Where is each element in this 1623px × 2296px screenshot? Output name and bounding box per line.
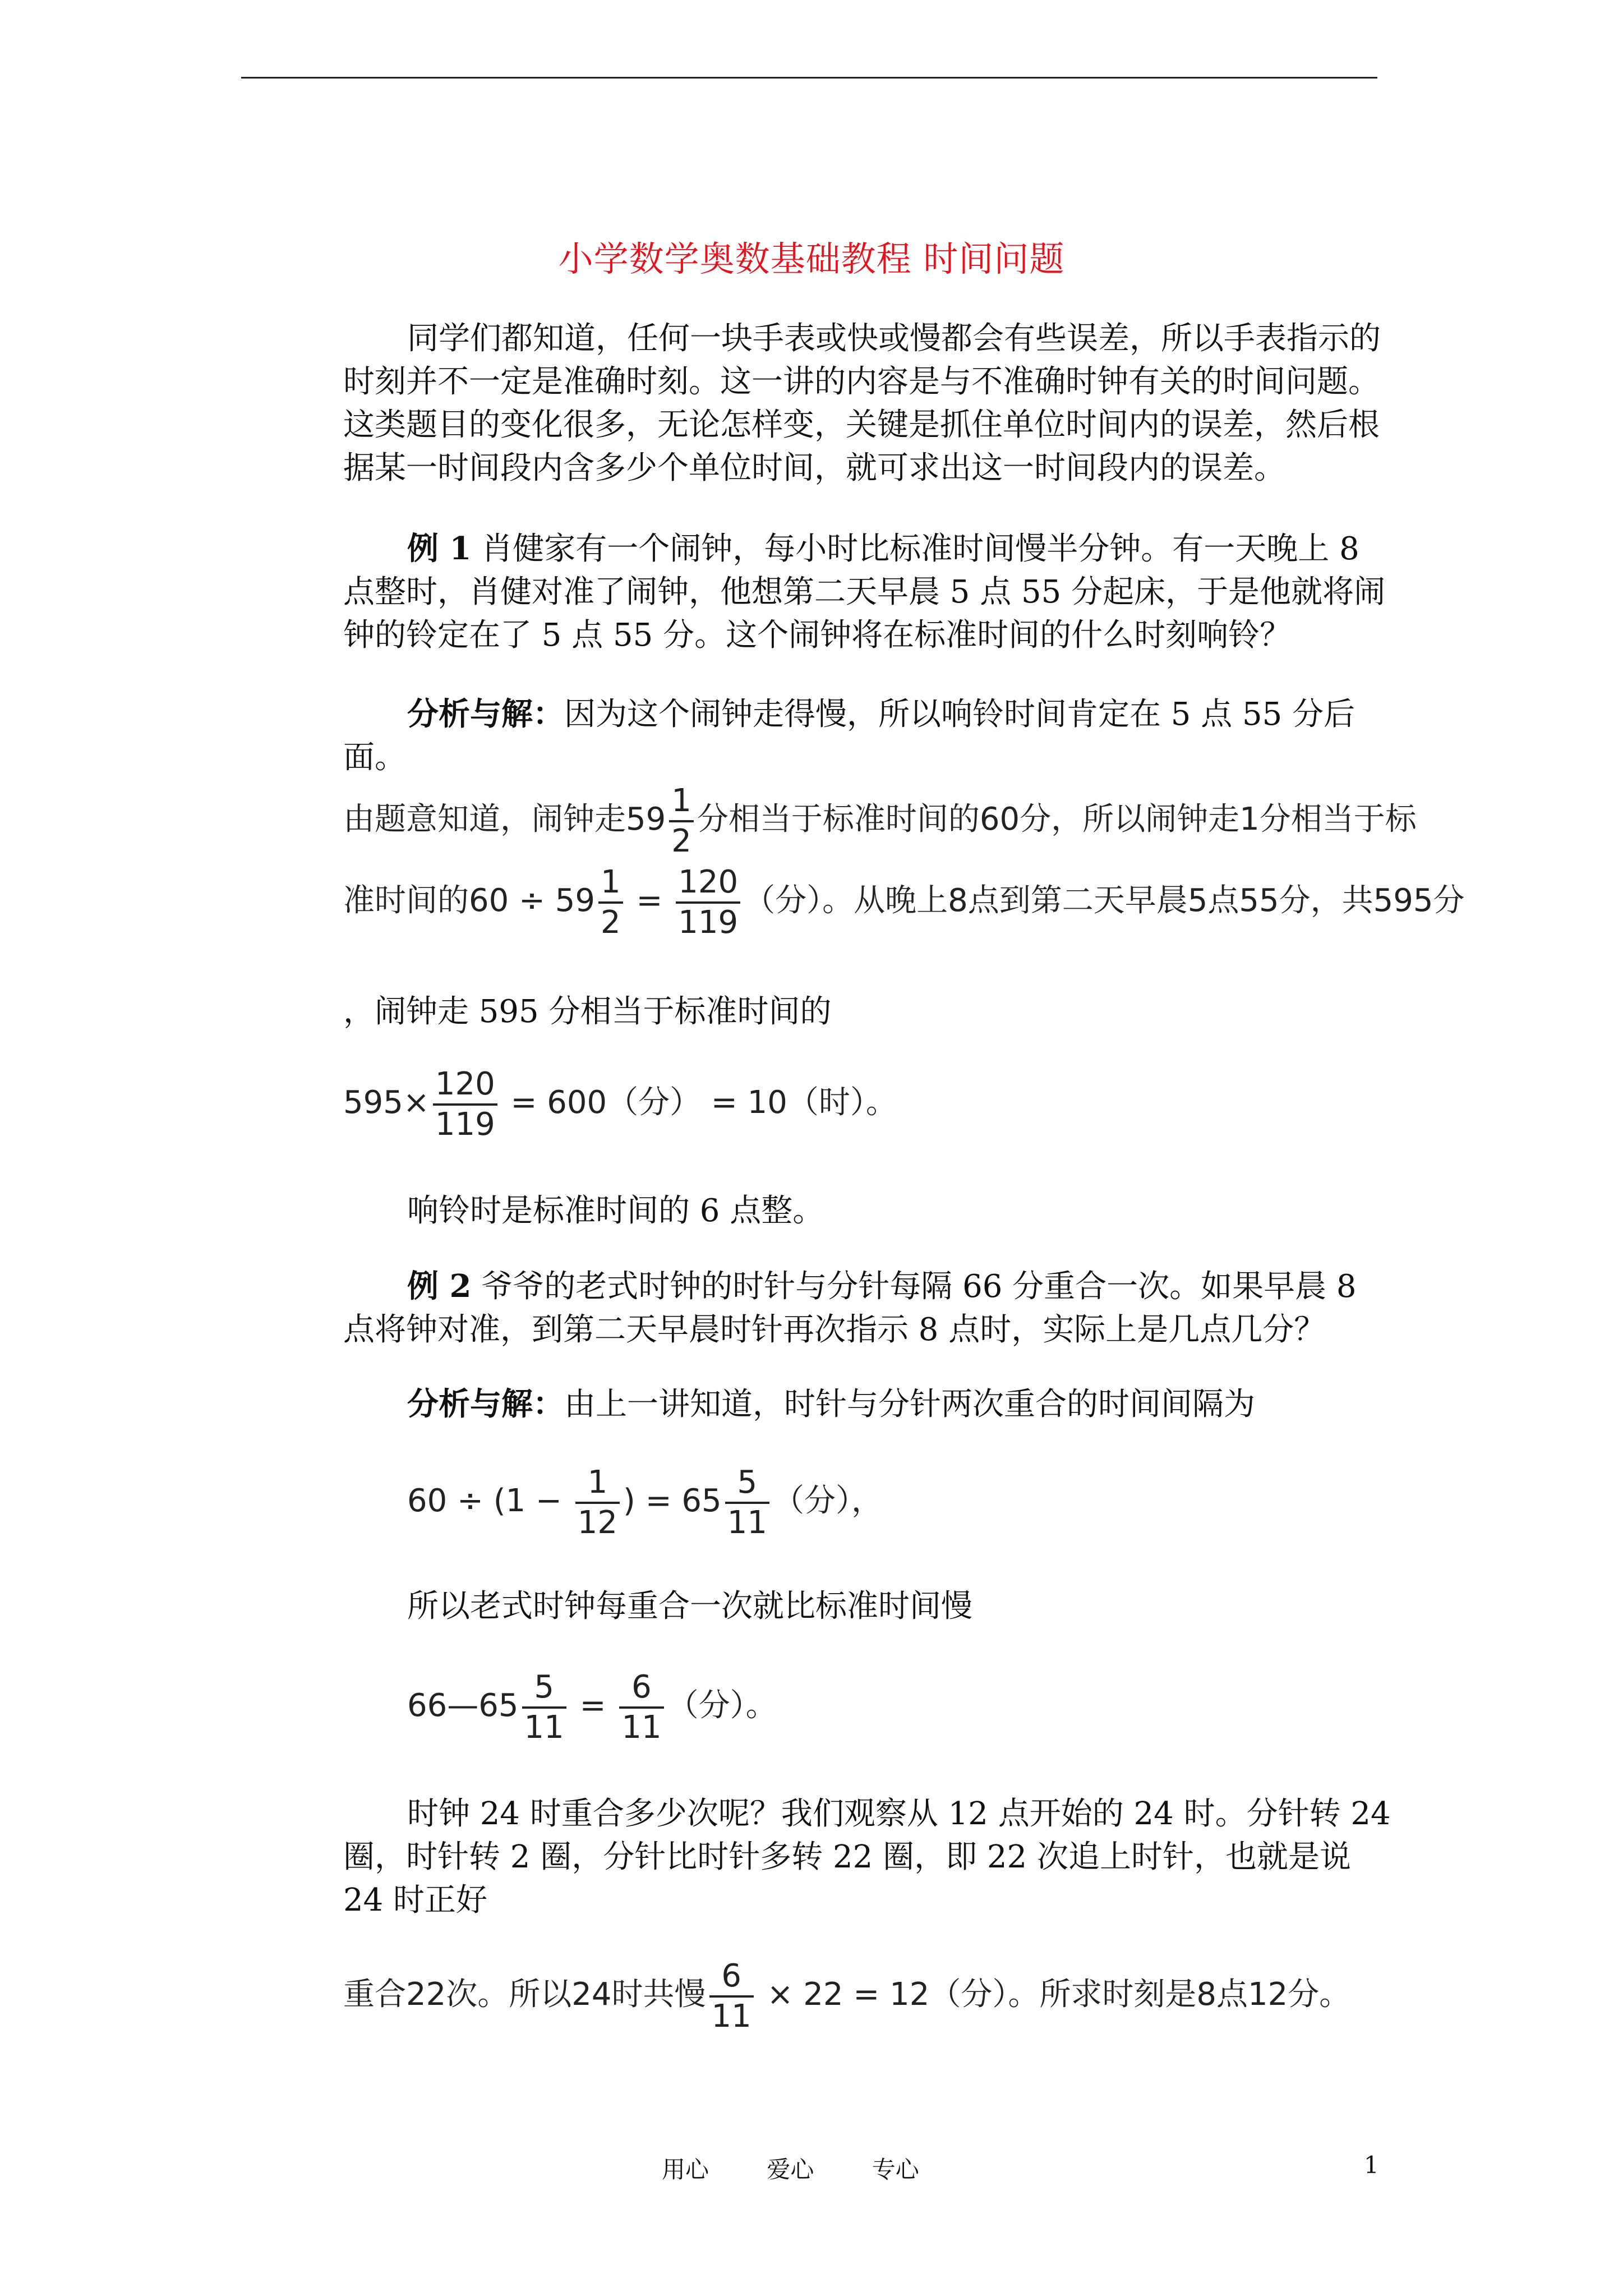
header-rule <box>241 77 1377 79</box>
formula-line-1 <box>343 785 1417 857</box>
example-1-label: 例 1 <box>407 530 472 567</box>
formula-interval: 60 ÷ (1 − $\frac{1}{12}$ ) = 65 $\frac{5}{11}$ （分）， <box>407 1464 883 1541</box>
fraction: $\frac{120}{119}$ <box>676 867 740 938</box>
example-1-conclusion: 响铃时是标准时间的 6 点整。 <box>407 1193 824 1229</box>
analysis-text: 由上一讲知道，时针与分针两次重合的时间间隔为 <box>564 1386 1255 1423</box>
example-2-slow-line: 所以老式时钟每重合一次就比标准时间慢 <box>407 1588 972 1625</box>
example-1-analysis <box>343 693 1398 779</box>
example-2-paragraph <box>343 1265 1398 1351</box>
fraction: $\frac{5}{11}$ <box>725 1467 769 1539</box>
fraction: $\frac{6}{11}$ <box>709 1961 754 2032</box>
footer-motto <box>662 2151 970 2185</box>
example-2-analysis <box>343 1383 1398 1426</box>
analysis-label: 分析与解： <box>407 1386 564 1423</box>
page-title: 小学数学奥数基础教程 时间问题 <box>558 238 1065 279</box>
formula-text: 由题意知道，闹钟走59 <box>343 801 666 838</box>
fraction: $\frac{6}{11}$ <box>619 1672 663 1743</box>
intro-paragraph: 同学们都知道，任何一块手表或快或慢都会有些误差，所以手表指示的时刻并不一定是准确时刻。这一讲的内容是与不准确时钟有关的时间问题。这类题目的变化很多，无论怎样变，关键是抓住单位时间内的误差，然后根据某一时间段内含多少个单位时间，就可求出这一时间段内的误差。 <box>343 320 1381 486</box>
fraction: $\frac{5}{11}$ <box>522 1672 566 1743</box>
example-1-paragraph <box>343 527 1398 657</box>
footer-item: 爱心 <box>767 2156 814 2183</box>
formula-line-2: 准时间的60 ÷ 59 $\frac{1}{2}$ = $\frac{120}{119}$ （分）。从晚上8点到第二天早晨5点55分，共595分 <box>343 864 1465 941</box>
formula-595: 595× $\frac{120}{119}$ = 600（分） = 10（时）。 <box>343 1066 897 1143</box>
example-2-label: 例 2 <box>407 1268 472 1305</box>
example-1-text: 肖健家有一个闹钟，每小时比标准时间慢半分钟。有一天晚上 8 点整时，肖健对准了闹钟，他想第二天早晨 5 点 55 分起床，于是他就将闹钟的铃定在了 5 点 55 分。这个闹钟将在标准时间的什么时刻响铃？ <box>343 531 1386 654</box>
fraction: $\frac{1}{2}$ <box>598 867 623 938</box>
analysis-label: 分析与解： <box>407 696 564 733</box>
formula-text: 分相当于标准时间的60分，所以闹钟走1分相当于标 <box>697 801 1417 838</box>
page-number: 1 <box>1364 2151 1379 2179</box>
formula-text: 准时间的60 ÷ 59 <box>343 882 596 919</box>
fraction: $\frac{1}{12}$ <box>575 1467 620 1539</box>
example-2-text: 爷爷的老式时钟的时针与分针每隔 66 分重合一次。如果早晨 8 点将钟对准，到第二天早晨时针再次指示 8 点时，实际上是几点几分？ <box>343 1268 1357 1348</box>
analysis-text: 因为这个闹钟走得慢，所以响铃时间肯定在 5 点 55 分后面。 <box>343 696 1355 776</box>
formula-final: 重合22次。所以24时共慢 $\frac{6}{11}$ × 22 = 12（分）。所求时刻是8点12分。 <box>343 1958 1351 2035</box>
footer-item: 专心 <box>872 2156 919 2183</box>
footer-item: 用心 <box>662 2156 709 2183</box>
fraction: $\frac{1}{2}$ <box>669 785 694 857</box>
formula-difference: 66—65 $\frac{5}{11}$ = $\frac{6}{11}$ （分）。 <box>407 1669 777 1746</box>
example-2-24h-paragraph: 时钟 24 时重合多少次呢？我们观察从 12 点开始的 24 时。分针转 24 圈，时针转 2 圈，分针比时针多转 22 圈，即 22 次追上时针，也就是说 24 时正好 <box>343 1796 1391 1918</box>
formula-text: （分）。从晚上8点到第二天早晨5点55分，共595分 <box>744 882 1465 919</box>
example-1-line: ，闹钟走 595 分相当于标准时间的 <box>343 993 832 1030</box>
fraction: $\frac{120}{119}$ <box>433 1069 497 1140</box>
